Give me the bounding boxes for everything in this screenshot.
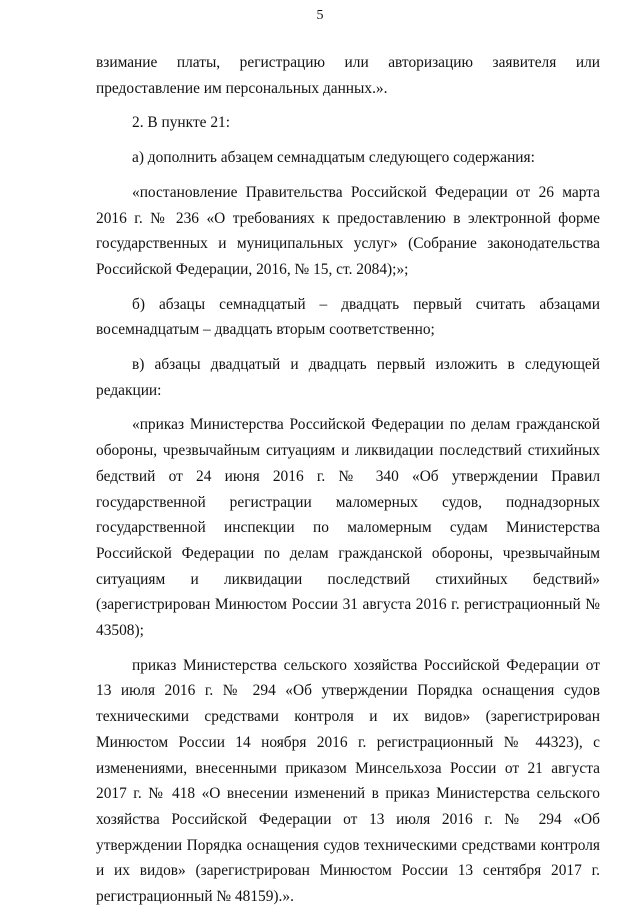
paragraph-subitem-a: а) дополнить абзацем семнадцатым следующего содержания:: [132, 149, 535, 167]
document-body: [96, 50, 600, 910]
paragraph-subitem-b: б) абзацы семнадцатый – двадцать первый считать абзацами восемнадцатым – двадцать вторым соответственно;: [96, 295, 600, 339]
paragraph-item-2-heading: 2. В пункте 21:: [132, 114, 231, 132]
paragraph-continuation: взимание платы, регистрацию или авторизацию заявителя или предоставление им персональных данных.».: [96, 54, 600, 97]
paragraph-quoted-order-mchs: «приказ Министерства Российской Федерации по делам гражданской обороны, чрезвычайным ситуациям и ликвидации последствий стихийных бедствий от 24 июня 2016 г. № 340 «Об утверждении Правил государственной регистрации маломерных судов, поднадзорных государственной инспекции по маломерным судам Министерства Российской Федерации по делам гражданской обороны, чрезвычайным ситуациям и ликвидации последствий стихийных бедствий» (зарегистрирован Минюстом России 31 августа 2016 г. регистрационный № 43508);: [96, 416, 600, 640]
paragraph-subitem-v: в) абзацы двадцатый и двадцать первый изложить в следующей редакции:: [96, 356, 600, 399]
page-number: 5: [316, 8, 324, 23]
paragraph-quoted-resolution: «постановление Правительства Российской Федерации от 26 марта 2016 г. № 236 «О требованиях к предоставлению в электронной форме государственных и муниципальных услуг» (Собрание законодательства Российской Федерации, 2016, № 15, ст. 2084);»;: [96, 183, 600, 278]
paragraph-quoted-order-minselkhoz: приказ Министерства сельского хозяйства Российской Федерации от 13 июля 2016 г. № 294 «Об утверждении Порядка оснащения судов техническими средствами контроля и их видов» (зарегистрирован Минюстом России 14 ноября 2016 г. регистрационный № 44323), с изменениями, внесенными приказом Минсельхоза России от 21 августа 2017 г. № 418 «О внесении изменений в приказ Министерства сельского хозяйства Российской Федерации от 13 июля 2016 г. № 294 «Об утверждении Порядка оснащения судов техническими средствами контроля и их видов» (зарегистрирован Минюстом России 13 сентября 2017 г. регистрационный № 48159).».: [96, 656, 600, 906]
